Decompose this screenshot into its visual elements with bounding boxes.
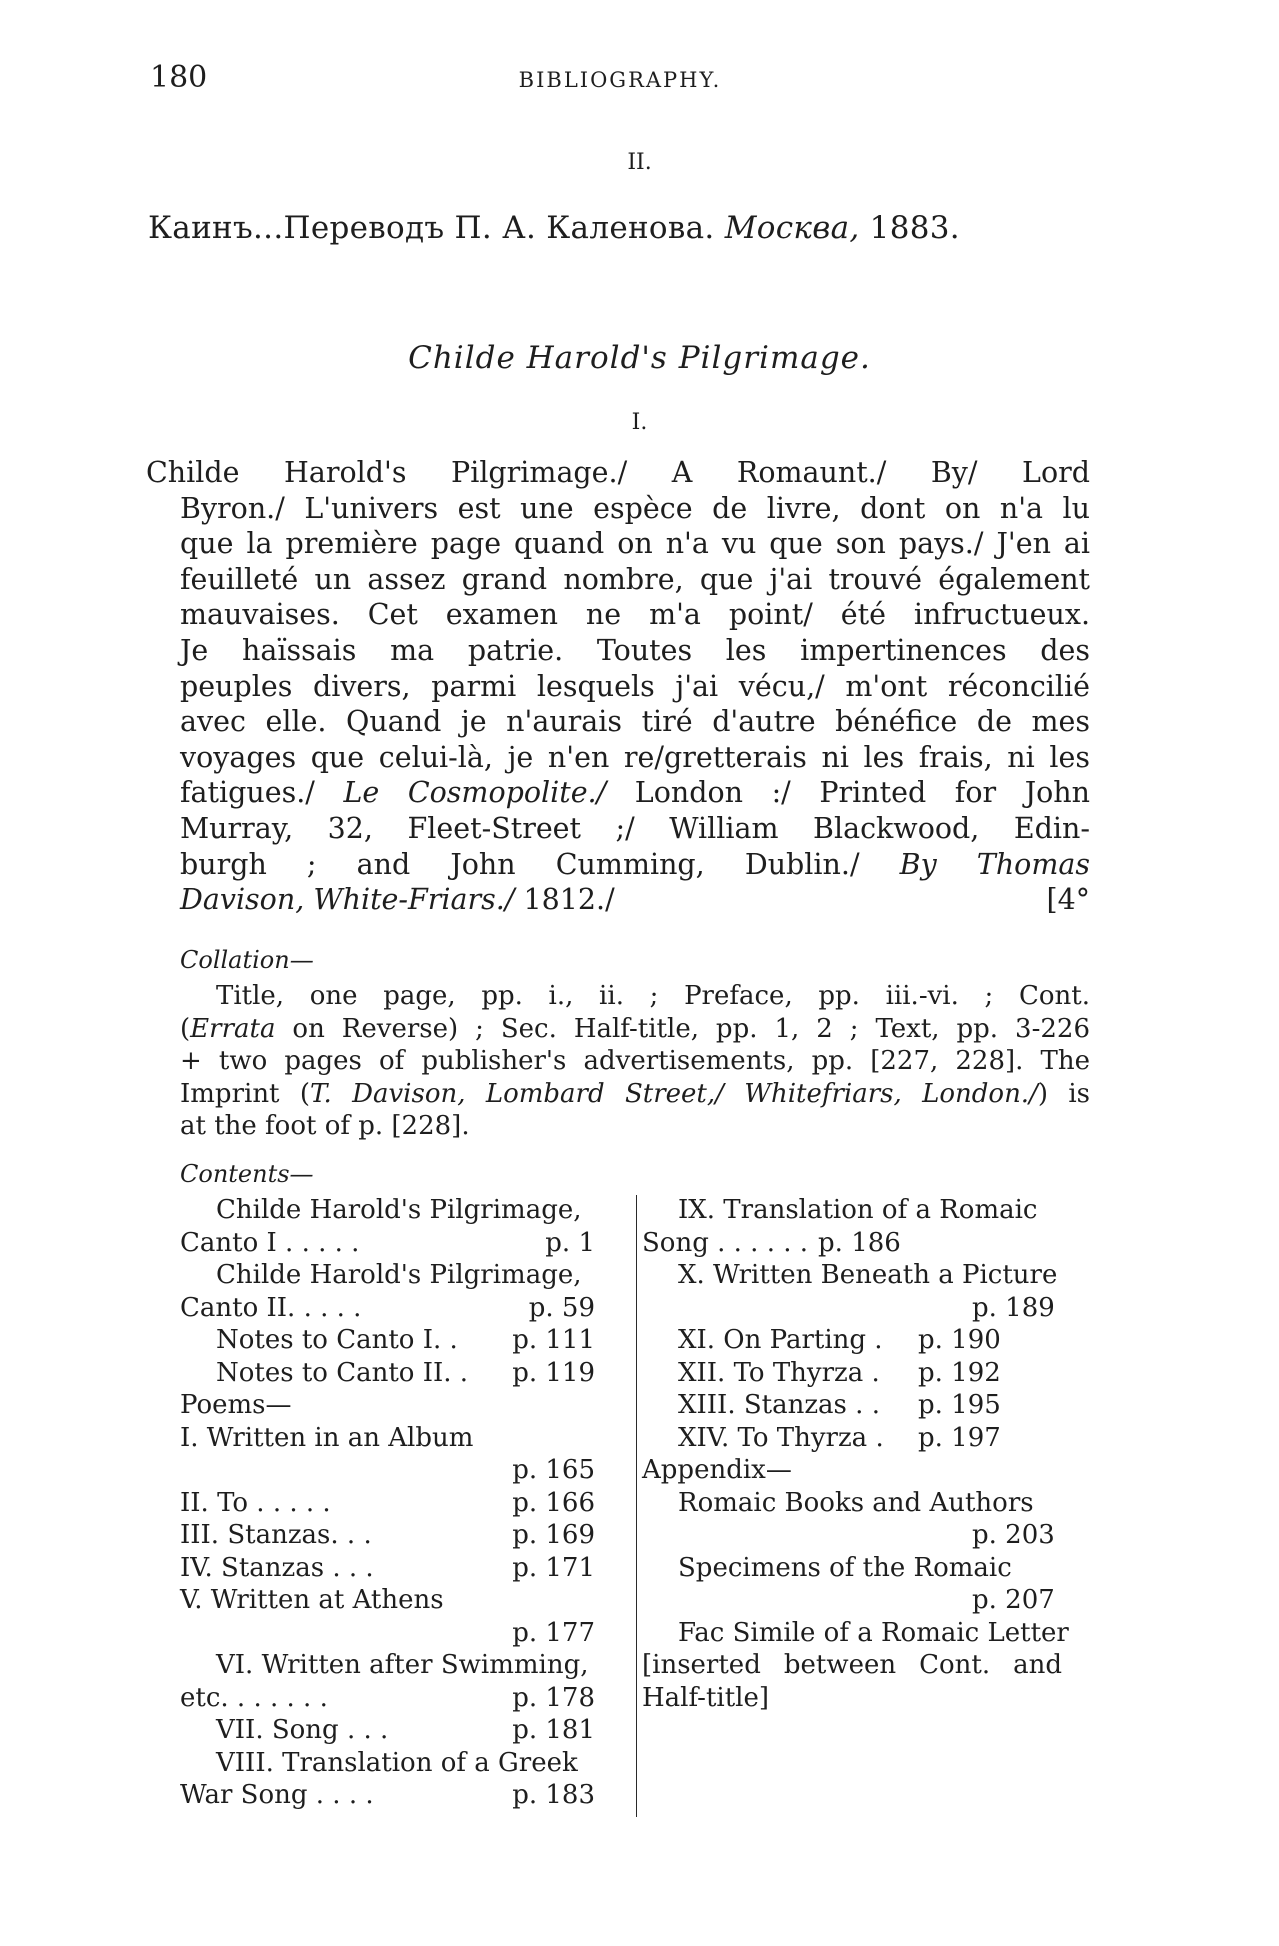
transcription-line: peuples divers, parmi lesquels j'ai vécu,/ m'ont réconcilié [180,669,1090,703]
entry-label: Canto I . . . . . [180,1227,360,1258]
collation-line: + two pages of publisher's advertisements, pp. [227, 228]. The [180,1046,1090,1076]
contents-entry [642,1227,1097,1260]
entry-page: p. 186 [818,1227,901,1258]
transcription-line: que la première page quand on n'a vu que son pays./ J'en ai [180,527,1090,561]
contents-entry [180,1227,595,1260]
entry-page: p. 1 [545,1227,595,1258]
transcription-line: mauvaises. Cet examen ne m'a point/ été infructueux. [180,598,1090,632]
entry-label: II. To . . . . . [180,1487,331,1518]
entry-label: III. Stanzas. . . [180,1520,372,1550]
entry-page: p. 178 [512,1682,595,1713]
entry-page: p. 166 [512,1487,595,1518]
contents-entry [180,1487,595,1520]
transcription-line [180,882,1090,918]
contents-entry: Romaic Books and Authors [678,1487,1034,1518]
collation-heading: Collation— [180,946,314,974]
text-run: Imprint ( [180,1078,310,1109]
entry-page: p. 111 [512,1325,595,1355]
entry-page: p. 203 [972,1520,1055,1550]
entry-page: p. 165 [512,1455,595,1485]
text-run: London :/ Printed for John [606,776,1090,810]
transcription-line [180,775,1090,811]
entry-label: War Song . . . . [180,1780,374,1810]
entry-label: IV. Stanzas . . . [180,1552,374,1583]
russian-entry-text: Каинъ...Переводъ П. А. Каленова. [148,210,725,246]
entry-label: Notes to Canto II. . [216,1357,469,1388]
contents-entry: V. Written at Athens [180,1585,444,1615]
contents-heading: Contents— [180,1160,314,1188]
section-numeral-ii: II. [627,150,652,175]
transcription-line: Childe Harold's Pilgrimage./ A Romaunt./ By/ Lord [146,456,1090,489]
contents-entry: VI. Written after Swimming, [216,1650,589,1680]
contents-entry [642,1584,1097,1617]
contents-entry: Specimens of the Romaic [678,1552,1012,1583]
italic-run: T. Davison, Lombard Street,/ Whitefriars, London./ [310,1078,1038,1109]
page-header [150,60,1090,100]
text-run: burgh ; and John Cumming, Dublin./ [180,847,900,881]
entry-label: Notes to Canto I. . [216,1325,458,1355]
entry-label: Canto II. . . . . [180,1292,362,1323]
contents-entry: I. Written in an Album [180,1422,474,1453]
section-numeral-i: I. [631,410,648,435]
italic-run: Davison, White-Friars./ [180,883,515,917]
contents-entry: X. Written Beneath a Picture [678,1260,1058,1290]
contents-entry [642,1324,1097,1357]
entry-page: p. 59 [528,1292,595,1323]
contents-entry [180,1682,595,1715]
italic-run: By Thomas [899,847,1090,881]
contents-right-column [642,1194,1097,1714]
collation-line: Title, one page, pp. i., ii. ; Preface, pp. iii.-vi. ; Cont. [216,981,1090,1011]
contents-entry: Childe Harold's Pilgrimage, [216,1260,582,1290]
entry-page: p. 197 [918,1422,1001,1453]
contents-entry: [inserted between Cont. and [642,1650,1062,1680]
running-head: BIBLIOGRAPHY. [518,68,722,92]
entry-page: p. 119 [512,1357,595,1388]
transcription-line: avec elle. Quand je n'aurais tiré d'autre bénéfice de mes [180,705,1090,739]
text-run: 1812./ [514,883,615,917]
contents-entry [642,1357,1097,1390]
collation-line: at the foot of p. [228]. [180,1111,470,1141]
contents-entry: Fac Simile of a Romaic Letter [678,1617,1069,1648]
transcription-line: Byron./ L'univers est une espèce de livre, dont on n'a lu [180,491,1090,525]
contents-entry [180,1519,595,1552]
transcription-line: Murray, 32, Fleet-Street ;/ William Blackwood, Edin- [180,811,1090,845]
contents-entry [180,1552,595,1585]
entry-page: p. 207 [972,1585,1055,1615]
russian-entry-place: Москва, [724,210,860,246]
entry-label: XIII. Stanzas . . [678,1390,880,1420]
contents-entry: Poems— [180,1390,292,1420]
transcription-line: Je haïssais ma patrie. Toutes les impertinences des [180,633,1090,667]
text-run: ( [180,1013,191,1044]
contents-entry [180,1324,595,1357]
contents-entry [180,1779,595,1812]
entry-page: p. 177 [512,1617,595,1648]
entry-label: VII. Song . . . [216,1715,389,1745]
contents-entry [642,1422,1097,1455]
contents-entry [180,1357,595,1390]
entry-page: p. 171 [512,1552,595,1583]
contents-entry [180,1714,595,1747]
entry-label: XIV. To Thyrza . [678,1422,884,1453]
contents-entry: Half-title] [642,1682,770,1713]
entry-label: XI. On Parting . [678,1325,883,1355]
transcription-line: voyages que celui-là, je n'en re/gretterais ni les frais, ni les [180,740,1090,774]
contents-entry [180,1454,595,1487]
section-title: Childe Harold's Pilgrimage. [408,340,871,376]
collation-body [180,980,1090,1143]
text-run: ) is [1037,1078,1090,1109]
collation-line [180,1078,1090,1111]
contents-entry [180,1617,595,1650]
contents-entry: VIII. Translation of a Greek [216,1747,578,1778]
entry-page: p. 169 [512,1520,595,1550]
title-page-transcription [146,455,1090,918]
contents-entry [180,1292,595,1325]
entry-page: p. 183 [512,1780,595,1810]
page-number: 180 [150,60,208,95]
column-divider [636,1195,637,1817]
entry-page: p. 192 [918,1357,1001,1388]
contents-entry: IX. Translation of a Romaic [678,1195,1038,1225]
russian-entry-year: 1883. [859,210,960,246]
italic-run: Le Cosmopolite./ [343,776,607,810]
text-run: fatigues./ [180,776,344,810]
entry-page: p. 189 [972,1292,1055,1323]
italic-run: Errata [190,1013,276,1044]
text-run: on Reverse) ; Sec. Half-title, pp. 1, 2 ; Text, pp. 3-226 [275,1013,1090,1044]
transcription-line [180,847,1090,883]
collation-line [180,1013,1090,1046]
entry-page: p. 195 [918,1390,1001,1420]
contents-entry [642,1292,1097,1325]
entry-label: Song . . . . . . [642,1227,809,1258]
contents-entry [642,1389,1097,1422]
format-mark: [4° [1046,883,1090,917]
entry-page: p. 190 [918,1325,1001,1355]
russian-translation-entry [148,210,1128,246]
contents-entry: Childe Harold's Pilgrimage, [216,1195,582,1225]
contents-left-column [180,1194,595,1812]
contents-entry: Appendix— [642,1455,792,1485]
entry-label: XII. To Thyrza . [678,1357,880,1388]
entry-label: etc. . . . . . . [180,1682,328,1713]
entry-page: p. 181 [512,1715,595,1745]
contents-entry [642,1519,1097,1552]
transcription-line: feuilleté un assez grand nombre, que j'ai trouvé également [180,562,1090,596]
